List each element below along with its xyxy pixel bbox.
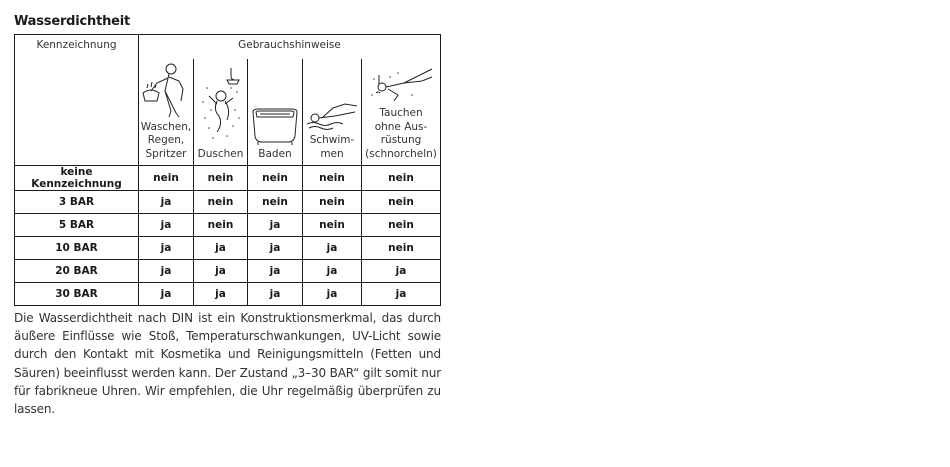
table-cell: ja	[139, 214, 194, 237]
shower-icon	[197, 66, 245, 146]
table-row	[15, 214, 441, 237]
table-cell: ja	[248, 214, 303, 237]
column-label-bath	[248, 148, 302, 162]
column-label-line: Baden	[258, 147, 292, 160]
bathtub-icon	[250, 106, 300, 146]
row-label: 20 BAR	[15, 260, 139, 283]
table-cell: ja	[139, 191, 194, 214]
table-cell: nein	[303, 191, 362, 214]
description-paragraph: Die Wasserdichtheit nach DIN ist ein Konstruktionsmerkmal, das durch äußere Einflüsse wie Stoß, Temperaturschwankungen, UV-Licht sowie durch den Kontakt mit Kosmetika und Reinigungsmitteln (Fetten und Säuren) beeinflusst werden kann. Der Zustand „3–30 BAR“ gilt somit nur für fabrikneue Uhren. Wir empfehlen, die Uhr regelmäßig überprüfen zu lassen.	[14, 311, 441, 417]
table-cell: ja	[139, 260, 194, 283]
table-cell: ja	[194, 283, 248, 306]
column-header-snorkeling	[362, 59, 441, 166]
column-label-line: men	[320, 147, 344, 160]
table-cell: ja	[362, 260, 441, 283]
column-header-shower	[194, 59, 248, 166]
column-header-bath	[248, 59, 303, 166]
water-resistance-table	[14, 34, 441, 306]
table-row	[15, 260, 441, 283]
column-header-washing	[139, 59, 194, 166]
table-row	[15, 237, 441, 260]
table-cell: ja	[194, 237, 248, 260]
column-label-shower	[194, 148, 247, 162]
table-row	[15, 191, 441, 214]
row-label: 30 BAR	[15, 283, 139, 306]
table-row	[15, 283, 441, 306]
table-cell: ja	[248, 260, 303, 283]
row-label: 5 BAR	[15, 214, 139, 237]
snorkeling-icon	[368, 65, 434, 105]
column-label-line: ohne Aus-	[374, 120, 428, 133]
row-label: 3 BAR	[15, 191, 139, 214]
column-label-line: Schwim-	[309, 134, 355, 146]
table-cell: nein	[303, 214, 362, 237]
table-cell: nein	[362, 191, 441, 214]
column-label-line: Tauchen	[379, 107, 423, 119]
table-cell: nein	[194, 214, 248, 237]
column-label-line: (schnorcheln)	[365, 147, 437, 160]
table-cell: nein	[194, 166, 248, 191]
table-cell: ja	[303, 283, 362, 306]
table-cell: ja	[139, 283, 194, 306]
washing-icon	[141, 61, 191, 119]
table-cell: nein	[303, 166, 362, 191]
column-label-line: Regen,	[147, 134, 185, 146]
column-header-swimming	[303, 59, 362, 166]
table-cell: nein	[248, 191, 303, 214]
column-label-line: rüstung	[380, 134, 422, 146]
table-cell: nein	[362, 237, 441, 260]
usage-header-label: Gebrauchshinweise	[238, 39, 341, 51]
column-label-washing	[139, 121, 193, 162]
marking-header	[15, 35, 139, 166]
row-label: keine Kennzeichnung	[15, 166, 139, 191]
column-label-line: Spritzer	[145, 147, 187, 160]
table-cell: nein	[248, 166, 303, 191]
column-label-snorkeling	[362, 107, 440, 161]
table-cell: ja	[362, 283, 441, 306]
table-cell: ja	[303, 260, 362, 283]
column-label-swimming	[303, 134, 361, 161]
table-cell: nein	[139, 166, 194, 191]
table-cell: ja	[303, 237, 362, 260]
row-label: 10 BAR	[15, 237, 139, 260]
table-cell: ja	[139, 237, 194, 260]
table-cell: ja	[194, 260, 248, 283]
table-row	[15, 166, 441, 191]
marking-header-label: Kennzeichnung	[36, 39, 117, 51]
table-cell: nein	[362, 214, 441, 237]
table-cell: nein	[194, 191, 248, 214]
usage-header	[139, 35, 441, 60]
table-cell: ja	[248, 283, 303, 306]
column-label-line: Waschen,	[140, 120, 192, 133]
page-title: Wasserdichtheit	[14, 14, 131, 29]
table-cell: nein	[362, 166, 441, 191]
swimming-icon	[305, 102, 359, 132]
table-cell: ja	[248, 237, 303, 260]
column-label-line: Duschen	[197, 147, 244, 160]
